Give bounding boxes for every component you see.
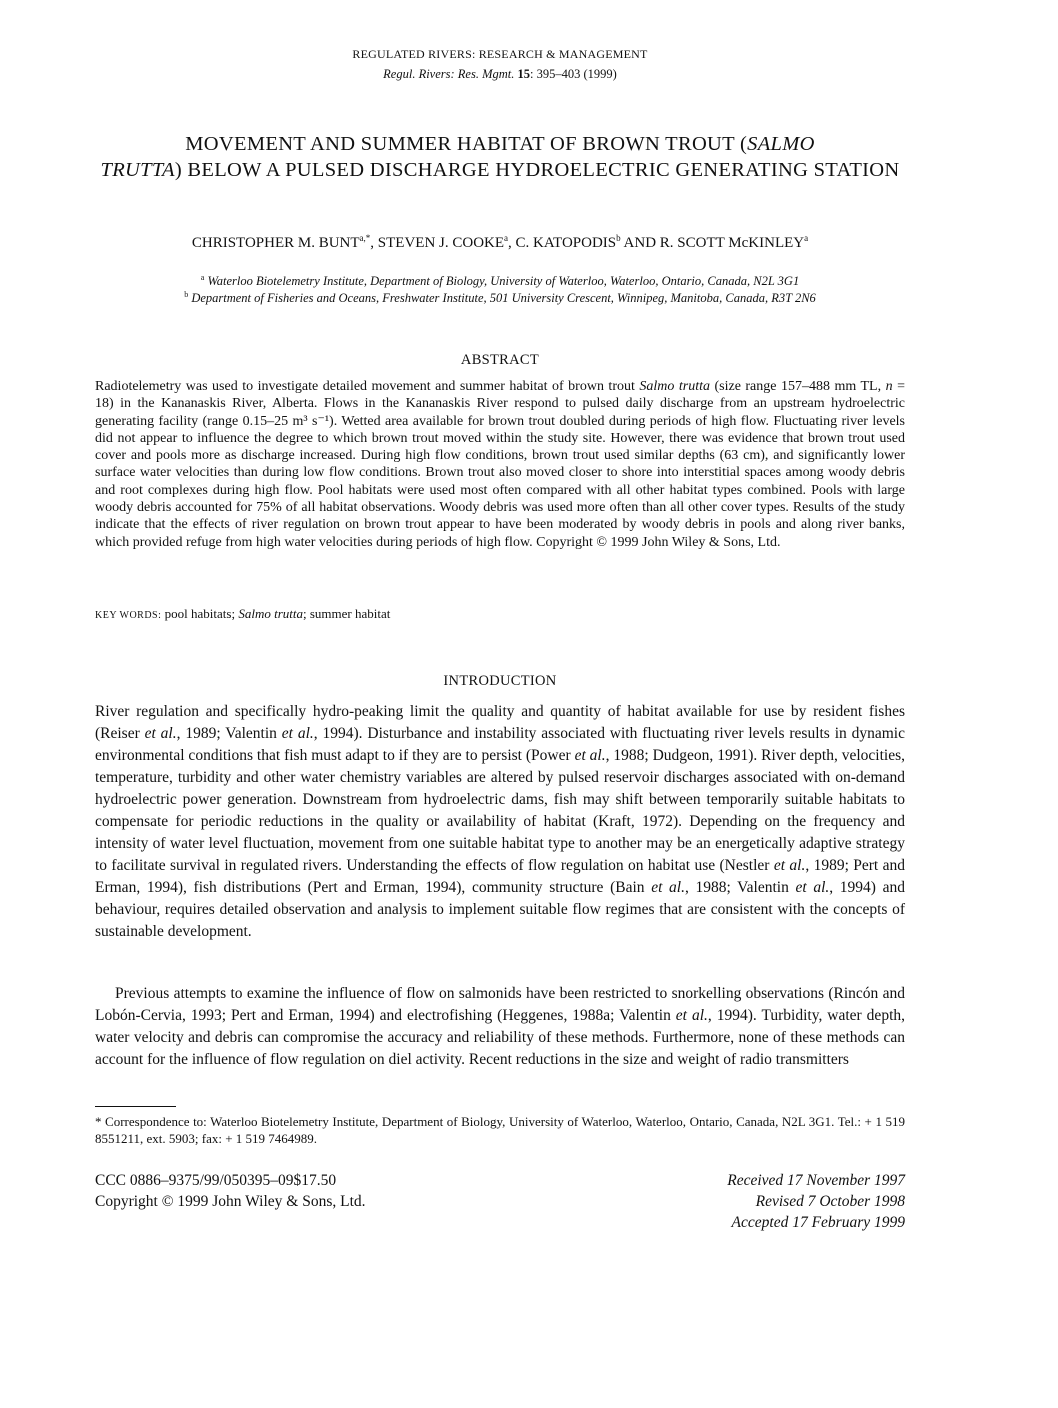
author-list: [95, 228, 905, 254]
accepted-date: Accepted 17 February 1999: [731, 1214, 905, 1231]
copyright-line: Copyright © 1999 John Wiley & Sons, Ltd.: [95, 1193, 366, 1210]
journal-pages-year: : 395–403 (1999): [530, 67, 617, 81]
author-4-mark: a: [804, 233, 809, 243]
journal-name: REGULATED RIVERS: RESEARCH & MANAGEMENT: [352, 47, 648, 61]
revised-date: Revised 7 October 1998: [755, 1193, 905, 1210]
abstract-heading: ABSTRACT: [460, 352, 540, 368]
affiliation-a: [95, 273, 905, 289]
etal: et al.: [651, 879, 685, 896]
abstract-seg-3: = 18) in the Kananaskis River, Alberta. Flows in the Kananaskis River respond to pulsed daily discharge from an upstream hydroelectric generating facility (range 0.15–25 m³ s⁻¹). Wetted area available for brown trout doubled during periods of high flow. Fluctuating river levels did not appear to influence the degree to which brown trout moved within the study site. However, there was evidence that brown trout used cover and pools more as discharge increased. During high flow conditions, brown trout used similar depths (63 cm), and significantly lower surface water velocities than during low flow conditions. Brown trout also moved closer to shore into interstitial spaces among woody debris and root complexes during high flow. Pool habitats were used most often compared with all other habitat types combined. Pools with large woody debris accounted for 75% of all habitat observations. Woody debris was used more often than all other cover types. Results of the study indicate that the effects of river regulation on brown trout appear to have been moderated by woody debris in pools and along river banks, which provided refuge from high water velocities during periods of high flow. Copyright © 1999 John Wiley & Sons, Ltd.: [95, 379, 905, 550]
author-1-mark: a,*: [359, 233, 371, 243]
p1-seg-b: , 1989; Valentin: [176, 725, 282, 742]
etal: et al.: [675, 1007, 708, 1024]
p1-seg-d: , 1988; Dudgeon, 1991). River depth, velocities, temperature, turbidity and other water chemistry variables are altered by pulsed reservoir discharges associated with on-demand hydroelectric power generation. Downstream from hydroelectric dams, fish may shift between temporarily suitable habitats to compensate for periodic reductions in the quality or availability of habitat (Kraft, 1972). Depending on the frequency and intensity of water level fluctuation, movement from one suitable habitat type to another may be an energetically adaptive strategy to facilitate survival in regulated rivers. Understanding the effects of flow regulation on habitat use (Nestler: [95, 747, 906, 874]
title-part-1: MOVEMENT AND SUMMER HABITAT OF BROWN TROUT (: [185, 133, 748, 155]
keyword-1: pool habitats;: [161, 606, 239, 621]
title-italic-1: SALMO: [747, 133, 815, 155]
etal: et al.: [574, 747, 606, 764]
abstract-text: [95, 378, 905, 551]
etal: et al.: [795, 879, 830, 896]
title-italic-2: TRUTTA: [100, 159, 175, 181]
journal-citation: [95, 67, 905, 82]
history-dates: [727, 1170, 905, 1233]
affiliation-a-mark: a: [200, 273, 205, 282]
publication-info: [95, 1170, 366, 1212]
journal-abbrev: Regul. Rivers: Res. Mgmt.: [383, 67, 515, 81]
title-part-2: ) BELOW A PULSED DISCHARGE HYDROELECTRIC GENERATING STATION: [174, 159, 900, 181]
etal: et al.: [144, 725, 177, 742]
p2-seg-b: , 1994). Turbidity, water depth, water velocity and debris can compromise the accuracy and reliability of these methods. Furthermore, none of these methods can account for the influence of flow regulation on diel activity. Recent reductions in the size and weight of radio transmitters: [95, 1007, 905, 1068]
affiliation-b: [95, 290, 905, 306]
footnote-rule: [95, 1106, 176, 1107]
p1-seg-a: River regulation and specifically hydro-peaking limit the quality and quantity of habitat available for use by resident fishes (Reiser: [95, 703, 905, 742]
p1-seg-c: , 1994). Disturbance and instability associated with fluctuating river levels results in dynamic environmental conditions that fish must adapt to if they are to persist (Power: [95, 725, 905, 764]
author-2-mark: a: [504, 233, 509, 243]
p2-seg-a: Previous attempts to examine the influence of flow on salmonids have been restricted to snorkelling observations (Rincón and Lobón-Cervia, 1993; Pert and Erman, 1994) and electrofishing (Heggenes, 1988a; Valentin: [95, 985, 905, 1024]
keywords: [95, 606, 905, 622]
author-3-mark: b: [616, 233, 621, 243]
p1-seg-f: , 1988; Valentin: [684, 879, 796, 896]
abstract-n: n: [885, 379, 893, 394]
author-1: CHRISTOPHER M. BUNT: [191, 235, 360, 251]
author-4: AND R. SCOTT McKINLEY: [620, 235, 805, 251]
intro-paragraph-1: [95, 701, 905, 943]
abstract-species: Salmo trutta: [639, 379, 710, 394]
affiliation-a-text: Waterloo Biotelemetry Institute, Department of Biology, University of Waterloo, Waterloo, Ontario, Canada, N2L 3G1: [207, 274, 800, 289]
author-2: , STEVEN J. COOKE: [370, 235, 505, 251]
abstract-seg-1: Radiotelemetry was used to investigate detailed movement and summer habitat of brown trout: [95, 379, 640, 394]
keyword-2: Salmo trutta: [238, 606, 303, 621]
intro-paragraph-2: [95, 983, 905, 1071]
affiliation-b-mark: b: [184, 290, 189, 299]
etal: et al.: [281, 725, 314, 742]
received-date: Received 17 November 1997: [727, 1172, 905, 1189]
journal-volume: 15: [517, 67, 531, 81]
abstract-seg-2: (size range 157–488 mm TL,: [709, 379, 886, 394]
etal: et al.: [773, 857, 806, 874]
keyword-3: ; summer habitat: [302, 606, 391, 621]
correspondence-footnote: * Correspondence to: Waterloo Biotelemetry Institute, Department of Biology, University of Waterloo, Waterloo, Ontario, Canada, N2L 3G1. Tel.: + 1 519 8551211, ext. 5903; fax: + 1 519 7464989.: [95, 1114, 905, 1146]
p1-seg-e: , 1989; Pert and Erman, 1994), fish distributions (Pert and Erman, 1994), community structure (Bain: [95, 857, 905, 896]
keywords-label: KEY WORDS:: [95, 610, 162, 621]
introduction-heading: INTRODUCTION: [443, 673, 557, 689]
affiliation-b-text: Department of Fisheries and Oceans, Freshwater Institute, 501 University Crescent, Winnipeg, Manitoba, Canada, R3T 2N6: [191, 291, 816, 306]
p1-seg-g: , 1994) and behaviour, requires detailed observation and analysis to implement suitable flow regimes that are consistent with the concepts of sustainable development.: [95, 879, 906, 940]
ccc-code: CCC 0886–9375/99/050395–09$17.50: [95, 1172, 337, 1189]
author-3: , C. KATOPODIS: [508, 235, 617, 251]
paper-title: [95, 131, 905, 183]
